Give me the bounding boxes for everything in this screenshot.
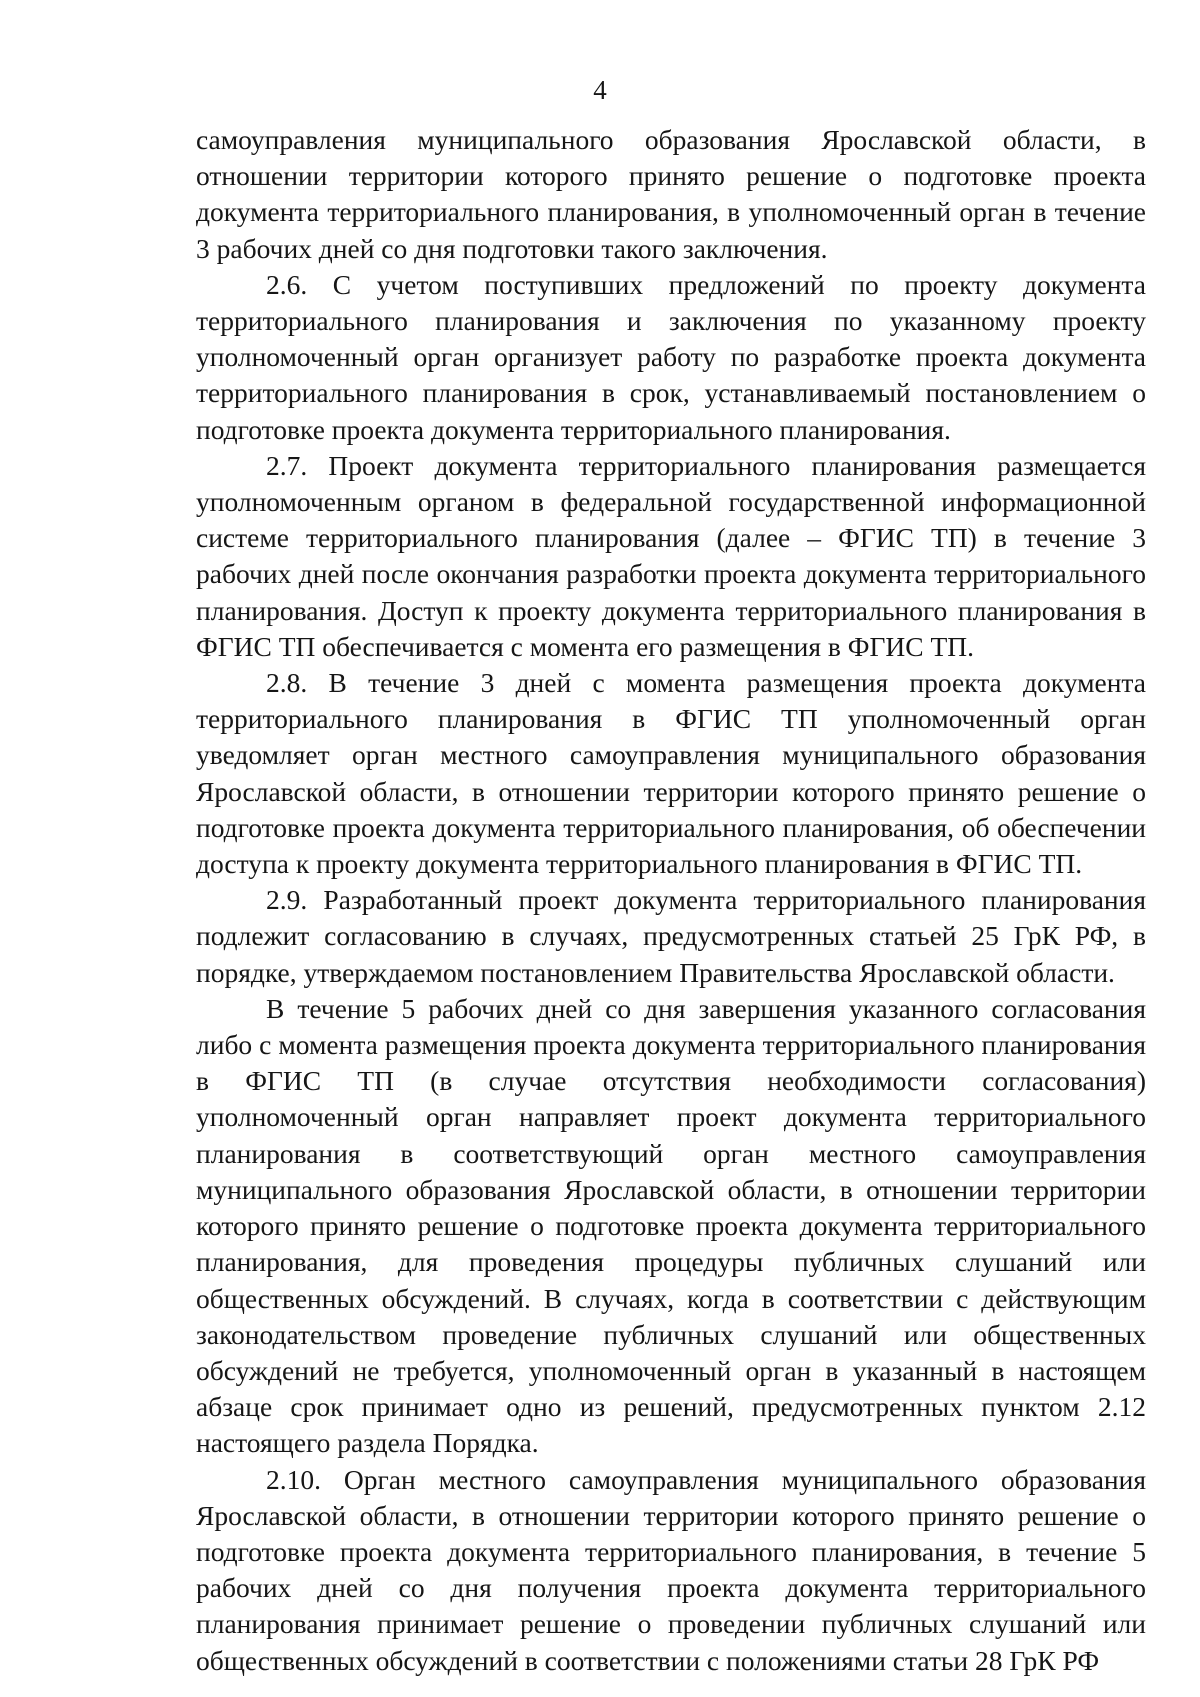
- paragraph-2-10: 2.10. Орган местного самоуправления муниципального образования Ярославской области, в отношении территории которого принято решение о подготовке проекта документа территориального планирования, в течение 5 рабочих дней со дня получения проекта документа территориального планирования принимает решение о проведении публичных слушаний или общественных обсуждений в соответствии с положениями статьи 28 ГрК РФ: [196, 1463, 1146, 1676]
- paragraph-2-7: 2.7. Проект документа территориального планирования размещается уполномоченным органом в федеральной государственной информационной системе территориального планирования (далее – ФГИС ТП) в течение 3 рабочих дней после окончания разработки проекта документа территориального планирования. Доступ к проекту документа территориального планирования в ФГИС ТП обеспечивается с момента его размещения в ФГИС ТП.: [196, 449, 1146, 662]
- paragraph-continuation: самоуправления муниципального образования Ярославской области, в отношении территории которого принято решение о подготовке проекта документа территориального планирования, в уполномоченный орган в течение 3 рабочих дней со дня подготовки такого заключения.: [196, 124, 1146, 264]
- paragraph-2-6: 2.6. С учетом поступивших предложений по проекту документа территориального планирования и заключения по указанному проекту уполномоченный орган организует работу по разработке проекта документа территориального планирования в срок, устанавливаемый постановлением о подготовке проекта документа территориального планирования.: [196, 268, 1146, 445]
- document-body: [196, 122, 1146, 1679]
- paragraph-2-9-second: В течение 5 рабочих дней со дня завершения указанного согласования либо с момента размещения проекта документа территориального планирования в ФГИС ТП (в случае отсутствия необходимости согласования) уполномоченный орган направляет проект документа территориального планирования в соответствующий орган местного самоуправления муниципального образования Ярославской области, в отношении территории которого принято решение о подготовке проекта документа территориального планирования, для проведения процедуры публичных слушаний или общественных обсуждений. В случаях, когда в соответствии с действующим законодательством проведение публичных слушаний или общественных обсуждений не требуется, уполномоченный орган в указанный в настоящем абзаце срок принимает одно из решений, предусмотренных пунктом 2.12 настоящего раздела Порядка.: [196, 992, 1146, 1459]
- page-number: 4: [593, 75, 607, 105]
- paragraph-2-9: 2.9. Разработанный проект документа территориального планирования подлежит согласованию в случаях, предусмотренных статьей 25 ГрК РФ, в порядке, утверждаемом постановлением Правительства Ярославской области.: [196, 884, 1146, 988]
- paragraph-2-8: 2.8. В течение 3 дней с момента размещения проекта документа территориального планирования в ФГИС ТП уполномоченный орган уведомляет орган местного самоуправления муниципального образования Ярославской области, в отношении территории которого принято решение о подготовке проекта документа территориального планирования, об обеспечении доступа к проекту документа территориального планирования в ФГИС ТП.: [196, 667, 1146, 880]
